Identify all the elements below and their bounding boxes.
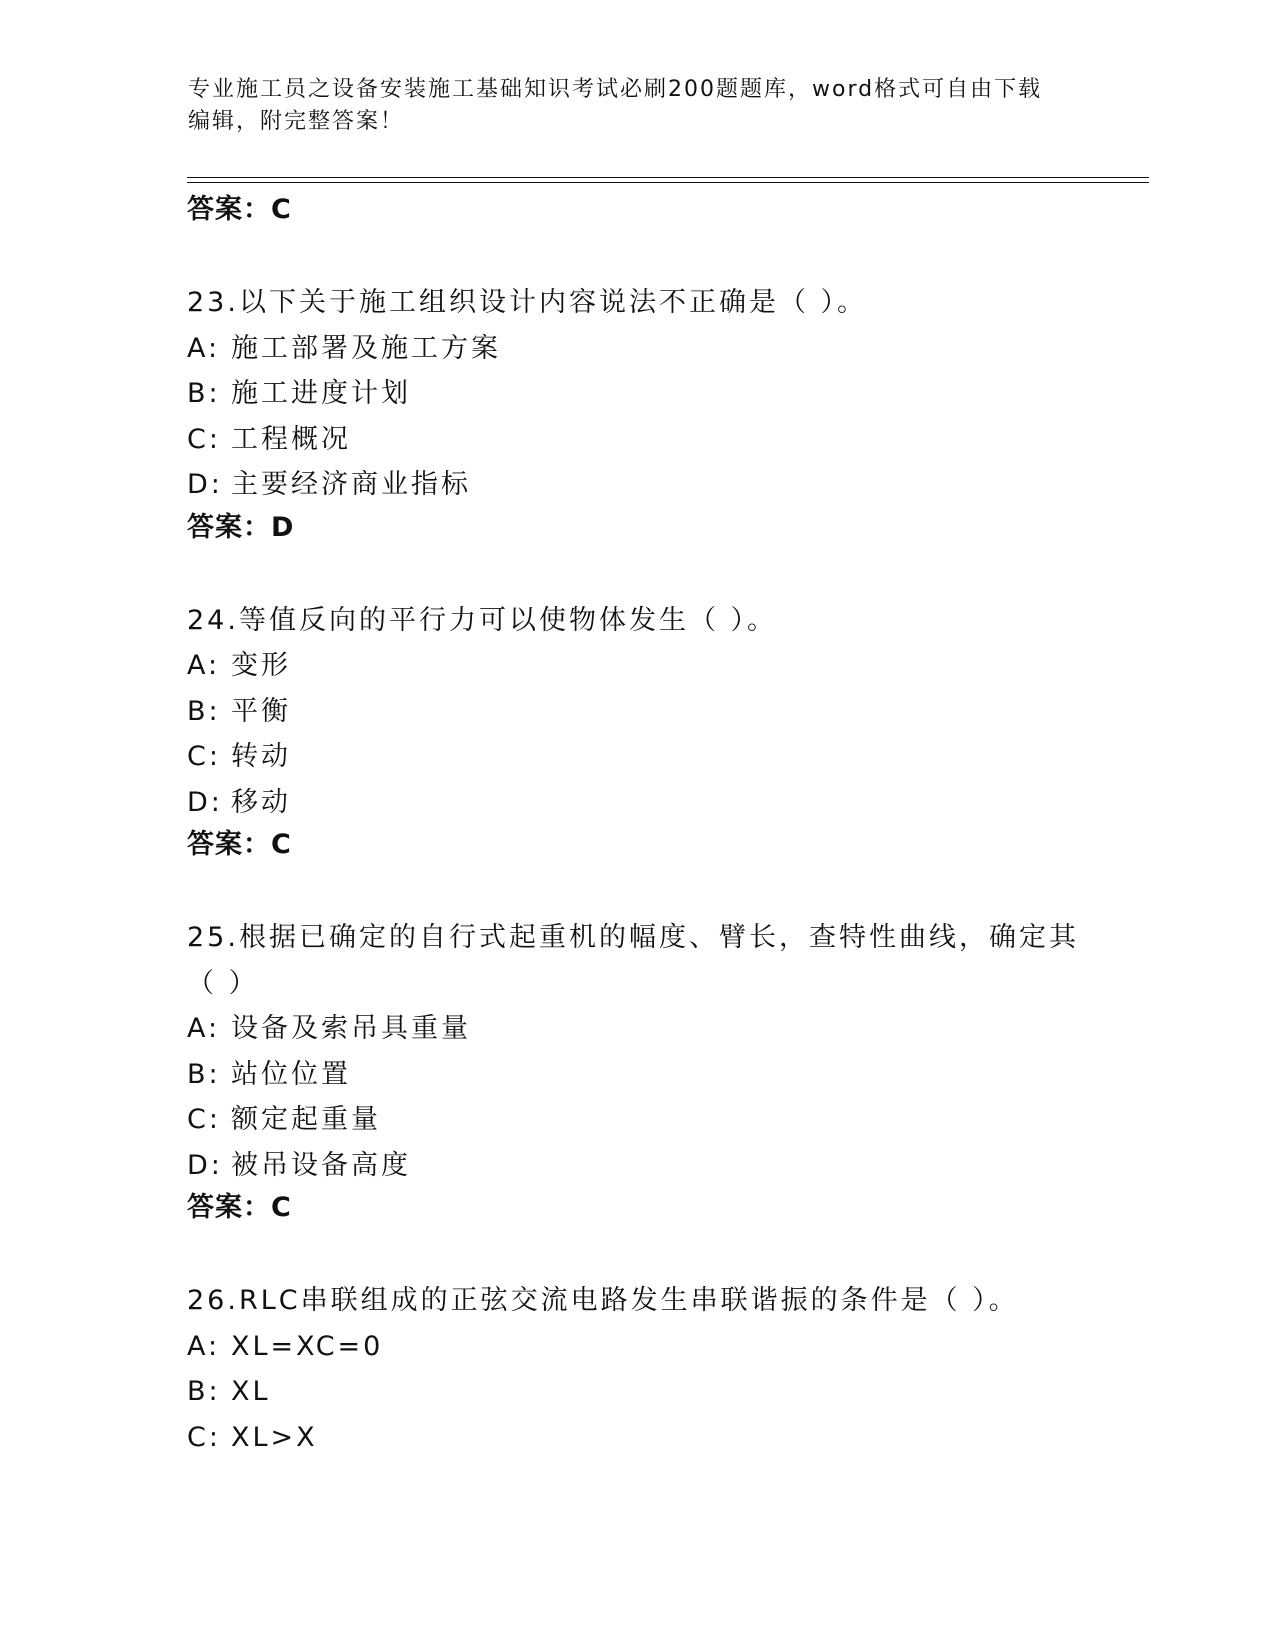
option-key: C: [187,1421,221,1453]
header-rule-top [187,177,1149,178]
option-key: C: [187,741,221,772]
option-text: 平衡 [231,695,291,727]
option-key: B: [187,378,221,409]
question-text: 25.根据已确定的自行式起重机的幅度、臂长，查特性曲线，确定其（ ） [187,922,1079,999]
option-key: D: [187,1149,223,1181]
option-c [187,1097,1087,1143]
option-key: A: [187,650,221,681]
option-a [187,1324,1087,1370]
question-list [187,190,1087,1460]
option-c [187,417,1087,463]
option-text: 被吊设备高度 [231,1149,411,1181]
option-c [187,1415,1087,1461]
option-key: B: [187,1376,221,1407]
option-key: D: [187,786,223,818]
option-text: 变形 [231,650,291,681]
header-line-2: 编辑，附完整答案！ [188,109,405,134]
header-line-1: 专业施工员之设备安装施工基础知识考试必刷200题题库，word格式可自由下载 [188,77,1043,102]
option-key: B: [187,1058,221,1090]
option-text: 移动 [231,786,291,818]
option-text: XL>X [231,1421,318,1453]
option-text: XL=XC=0 [231,1330,384,1362]
option-a [187,1006,1087,1052]
option-b [187,371,1087,417]
question-block [187,1278,1087,1460]
option-b [187,689,1087,735]
option-b [187,1052,1087,1098]
option-text: 工程概况 [231,423,351,455]
option-text: XL [231,1376,271,1407]
answer-line: 答案：D [187,511,295,543]
question-block [187,280,1087,552]
option-text: 施工进度计划 [231,378,411,409]
option-text: 转动 [231,741,291,772]
question-text: 23.以下关于施工组织设计内容说法不正确是（ ）。 [187,287,868,318]
option-text: 额定起重量 [231,1104,381,1135]
option-key: A: [187,1330,221,1362]
document-header [188,74,1068,138]
option-d [187,780,1087,826]
option-d [187,1143,1087,1189]
option-key: D: [187,469,223,500]
option-c [187,734,1087,780]
question-text: 24.等值反向的平行力可以使物体发生（ ）。 [187,604,778,636]
option-text: 站位位置 [231,1058,351,1090]
option-text: 设备及索吊具重量 [231,1013,471,1044]
question-block [187,598,1087,870]
answer-line: 答案：C [187,1192,292,1223]
option-key: A: [187,1013,221,1044]
option-text: 施工部署及施工方案 [231,332,501,364]
option-key: C: [187,423,221,455]
header-rule-bottom [187,182,1149,183]
question-text: 26.RLC串联组成的正弦交流电路发生串联谐振的条件是（ ）。 [187,1285,1019,1316]
option-key: B: [187,695,221,727]
option-key: A: [187,332,221,364]
option-d [187,462,1087,508]
option-key: C: [187,1104,221,1135]
option-b [187,1369,1087,1415]
answer-line: 答案：C [187,829,292,860]
question-block [187,915,1087,1232]
previous-answer: 答案：C [187,194,292,225]
option-a [187,326,1087,372]
option-text: 主要经济商业指标 [231,469,471,500]
option-a [187,643,1087,689]
